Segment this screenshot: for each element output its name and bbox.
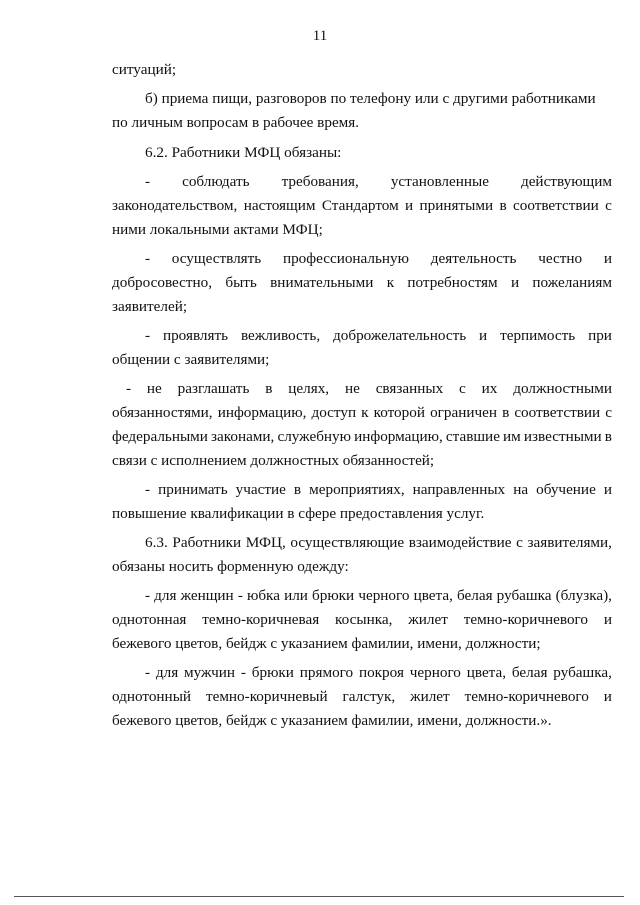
word: и: [479, 326, 488, 344]
word: не: [146, 380, 162, 398]
justified-line: [112, 194, 612, 218]
word: или: [284, 587, 308, 605]
word: Стандартом: [321, 196, 399, 214]
word: в: [293, 480, 302, 498]
word: рубашка: [496, 587, 552, 605]
word: -: [145, 664, 151, 682]
paragraph-honest: [112, 247, 612, 318]
word: служебную: [277, 427, 351, 445]
justified-line: [112, 425, 612, 449]
word: установленные: [390, 172, 489, 190]
text-line: обязаны носить форменную одежду:: [112, 557, 349, 575]
word: потребностям: [407, 273, 498, 291]
word: белая: [456, 587, 493, 605]
word: законодательством,: [112, 196, 238, 214]
justified-line: [112, 377, 612, 401]
word: -: [145, 249, 151, 267]
word: мужчин: [184, 664, 236, 682]
paragraph-polite: [112, 324, 612, 372]
text-line: ними локальными актами МФЦ;: [112, 220, 323, 238]
word: прямого: [299, 664, 354, 682]
word: осуществлять: [171, 249, 262, 267]
word: действующим: [520, 172, 612, 190]
text-line: повышение квалификации в сфере предоставления услуг.: [112, 504, 485, 522]
word: в: [502, 403, 510, 421]
word: на: [513, 480, 529, 498]
word: известными: [523, 427, 602, 445]
word: цвета,: [413, 587, 453, 605]
paragraph-nondisclose: [112, 377, 612, 472]
word: темно-коричневая: [202, 611, 320, 629]
word: осуществляющие: [290, 534, 405, 552]
justified-line: [112, 324, 612, 348]
justified-line: [112, 271, 612, 295]
word: -: [126, 380, 132, 398]
word: в: [265, 380, 273, 398]
word: в: [499, 196, 507, 214]
justified-line: [112, 584, 612, 608]
paragraph-situations: [112, 58, 612, 82]
word: в: [604, 427, 612, 445]
word: соответствии: [514, 403, 601, 421]
word: принятыми: [419, 196, 494, 214]
word: им: [503, 427, 521, 445]
word: соблюдать: [182, 172, 250, 190]
word: целях,: [288, 380, 330, 398]
word: направленных: [412, 480, 506, 498]
paragraph-section-6-3: [112, 531, 612, 579]
text-line: бежевого цветов, бейдж с указанием фамилии, имени, должности.».: [112, 711, 552, 729]
word: и: [603, 249, 612, 267]
page-number: 11: [312, 28, 328, 44]
word: и: [603, 480, 612, 498]
word: соответствии: [512, 196, 599, 214]
word: однотонная: [112, 611, 187, 629]
word: доступ: [311, 403, 357, 421]
paragraph-section-6-2: [112, 141, 612, 165]
word: информацию,: [217, 403, 307, 421]
word: взаимодействие: [408, 534, 512, 552]
word: деятельность: [430, 249, 517, 267]
word: законами,: [211, 427, 275, 445]
justified-line: [112, 401, 612, 425]
justified-line: [112, 608, 612, 632]
word: участие: [235, 480, 286, 498]
word: покроя: [358, 664, 404, 682]
word: и: [603, 688, 612, 706]
word: к: [386, 273, 395, 291]
word: брюки: [312, 587, 355, 605]
word: жилет: [410, 688, 450, 706]
word: принимать: [158, 480, 228, 498]
word: белая: [511, 664, 548, 682]
word: рубашка,: [553, 664, 612, 682]
word: МФЦ,: [245, 534, 286, 552]
word: брюки: [251, 664, 294, 682]
word: их: [481, 380, 498, 398]
paragraph-comply: [112, 170, 612, 241]
word: (блузка),: [555, 587, 612, 605]
word: честно: [538, 249, 583, 267]
word: для: [154, 587, 177, 605]
word: федеральными: [112, 427, 208, 445]
word: ограничен: [430, 403, 497, 421]
text-line: ситуаций;: [112, 61, 177, 78]
word: и: [510, 273, 520, 291]
word: обучение: [536, 480, 596, 498]
word: с: [605, 196, 612, 214]
word: жилет: [408, 611, 448, 629]
word: с: [516, 534, 523, 552]
word: которой: [373, 403, 425, 421]
word: вежливость,: [240, 326, 321, 344]
word: однотонный: [112, 688, 192, 706]
word: при: [588, 326, 612, 344]
word: должностными: [513, 380, 612, 398]
word: темно-коричневого: [464, 688, 589, 706]
word: быть: [225, 273, 257, 291]
word: проявлять: [162, 326, 229, 344]
word: -: [240, 664, 246, 682]
word: терпимость: [500, 326, 576, 344]
document-body: [112, 58, 612, 733]
justified-line: [112, 531, 612, 555]
word: для: [155, 664, 179, 682]
word: галстук,: [342, 688, 396, 706]
word: связанных: [375, 380, 444, 398]
word: с: [605, 403, 612, 421]
word: заявителями,: [527, 534, 612, 552]
word: цвета,: [466, 664, 507, 682]
justified-line: [112, 661, 612, 685]
word: настоящим: [243, 196, 316, 214]
word: пожеланиям: [532, 273, 612, 291]
word: юбка: [246, 587, 280, 605]
word: требования,: [281, 172, 359, 190]
word: внимательными: [270, 273, 374, 291]
word: -: [145, 480, 151, 498]
paragraph-women-uniform: [112, 584, 612, 655]
word: обязанностями,: [112, 403, 213, 421]
word: добросовестно,: [112, 273, 213, 291]
word: мероприятиях,: [309, 480, 405, 498]
word: профессиональную: [282, 249, 409, 267]
justified-line: [112, 685, 612, 709]
word: и: [405, 196, 414, 214]
word: -: [237, 587, 243, 605]
word: темно-коричневого: [463, 611, 588, 629]
paragraph-men-uniform: [112, 661, 612, 732]
word: доброжелательность: [333, 326, 467, 344]
text-line: заявителей;: [112, 297, 188, 315]
word: женщин: [180, 587, 234, 605]
word: с: [459, 380, 466, 398]
text-line: связи с исполнением должностных обязанностей;: [112, 451, 435, 469]
text-line: бежевого цветов, бейдж с указанием фамилии, имени, должности;: [112, 634, 541, 652]
word: черного: [409, 664, 461, 682]
word: Работники: [172, 534, 242, 552]
word: информацию,: [354, 427, 443, 445]
page-bottom-edge: [14, 896, 624, 897]
word: разглашать: [177, 380, 250, 398]
paragraph-training: [112, 478, 612, 526]
word: косынка,: [335, 611, 393, 629]
word: темно-коричневый: [205, 688, 328, 706]
paragraph-b-meals: [112, 87, 612, 135]
word: ставшие: [445, 427, 500, 445]
word: -: [145, 172, 151, 190]
justified-line: [112, 247, 612, 271]
justified-line: [112, 478, 612, 502]
text-line: по личным вопросам в рабочее время.: [112, 114, 360, 132]
word: к: [361, 403, 369, 421]
word: -: [145, 587, 151, 605]
text-line: б) приема пищи, разговоров по телефону или с другими работниками: [145, 90, 596, 108]
word: -: [145, 326, 151, 344]
text-line: общении с заявителями;: [112, 350, 270, 368]
section-heading: 6.2. Работники МФЦ обязаны:: [145, 143, 342, 161]
justified-line: [112, 170, 612, 194]
word: и: [603, 611, 612, 629]
word: не: [344, 380, 360, 398]
word: черного: [358, 587, 410, 605]
word: 6.3.: [145, 534, 168, 552]
